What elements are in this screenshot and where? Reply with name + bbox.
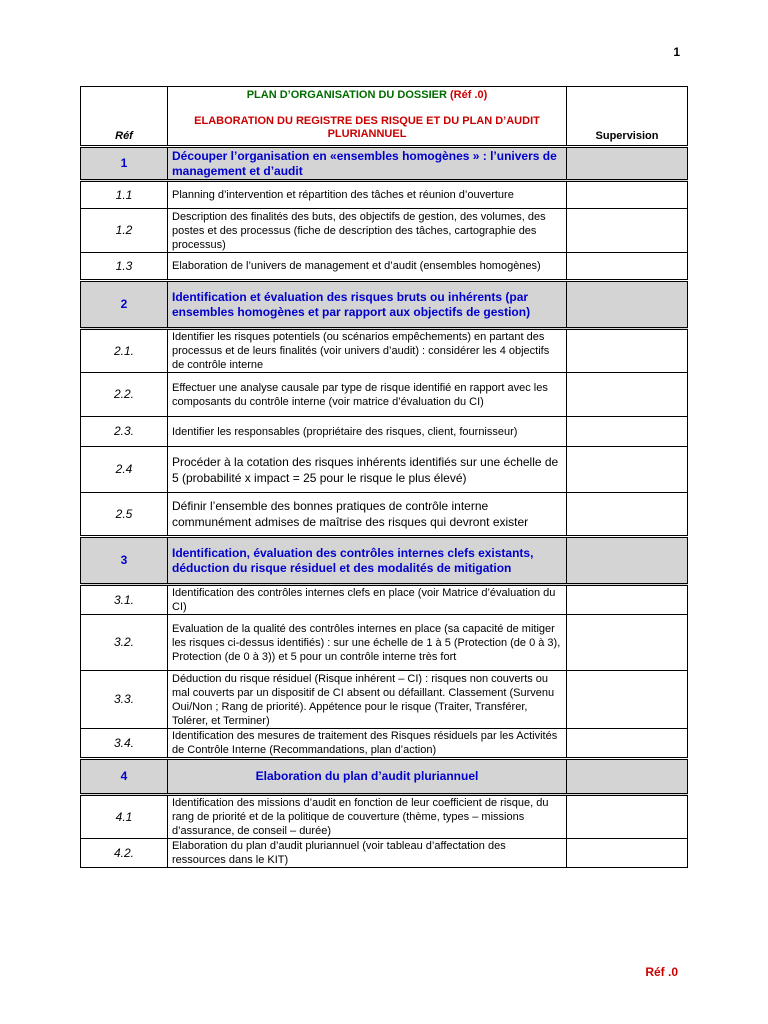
table-header-row xyxy=(81,87,688,147)
table-row xyxy=(81,615,688,671)
supervision-cell xyxy=(567,417,688,447)
plan-title: PLAN D’ORGANISATION DU DOSSIER xyxy=(246,89,447,101)
item-ref: 2.4 xyxy=(81,447,168,493)
ref-column-header: Réf xyxy=(81,87,168,147)
item-ref: 1.3 xyxy=(81,253,168,281)
supervision-cell xyxy=(567,447,688,493)
supervision-cell xyxy=(567,537,688,585)
table-row xyxy=(81,795,688,839)
item-ref: 2.3. xyxy=(81,417,168,447)
supervision-cell xyxy=(567,281,688,329)
supervision-cell xyxy=(567,839,688,868)
item-description: Déduction du risque résiduel (Risque inhérent – CI) : risques non couverts ou mal couverts par un dispositif de CI absent ou défaillant. Classement (Survenu Oui/Non ; Rang de priorité). Appétence pour le risque (Traiter, Transférer, Tolérer, et Terminer) xyxy=(168,671,567,729)
supervision-cell xyxy=(567,795,688,839)
table-row xyxy=(81,585,688,615)
footer-reference: Réf .0 xyxy=(645,965,678,979)
supervision-cell xyxy=(567,147,688,181)
item-description: Identification des missions d’audit en fonction de leur coefficient de risque, du rang de priorité et de la politique de couverture (thème, types – missions d’assurance, de conseil – durée) xyxy=(168,795,567,839)
section-title: Elaboration du plan d’audit pluriannuel xyxy=(168,759,567,795)
section-ref: 4 xyxy=(81,759,168,795)
supervision-cell xyxy=(567,329,688,373)
table-row xyxy=(81,181,688,209)
supervision-cell xyxy=(567,493,688,537)
item-ref: 2.5 xyxy=(81,493,168,537)
table-row xyxy=(81,671,688,729)
supervision-cell xyxy=(567,373,688,417)
table-row xyxy=(81,493,688,537)
section-title: Identification, évaluation des contrôles internes clefs existants, déduction du risque résiduel et des modalités de mitigation xyxy=(168,537,567,585)
item-ref: 4.2. xyxy=(81,839,168,868)
supervision-cell xyxy=(567,209,688,253)
table-title-cell xyxy=(168,87,567,147)
table-row xyxy=(81,329,688,373)
page-number: 1 xyxy=(673,45,680,59)
item-description: Identifier les responsables (propriétaire des risques, client, fournisseur) xyxy=(168,417,567,447)
item-description: Identification des mesures de traitement des Risques résiduels par les Activités de Contrôle Interne (Recommandations, plan d’action) xyxy=(168,729,567,759)
item-description: Définir l’ensemble des bonnes pratiques de contrôle interne communément admises de maîtrise des risques qui devront exister xyxy=(168,493,567,537)
section-row xyxy=(81,281,688,329)
supervision-cell xyxy=(567,759,688,795)
item-description: Effectuer une analyse causale par type de risque identifié en rapport avec les composants du contrôle interne (voir matrice d’évaluation du CI) xyxy=(168,373,567,417)
section-row xyxy=(81,537,688,585)
table-row xyxy=(81,253,688,281)
item-description: Description des finalités des buts, des objectifs de gestion, des volumes, des postes et des processus (fiche de description des tâches, cartographie des processus) xyxy=(168,209,567,253)
supervision-column-header: Supervision xyxy=(567,87,688,147)
section-ref: 1 xyxy=(81,147,168,181)
item-ref: 1.1 xyxy=(81,181,168,209)
section-ref: 2 xyxy=(81,281,168,329)
section-row xyxy=(81,147,688,181)
table-row xyxy=(81,839,688,868)
supervision-cell xyxy=(567,729,688,759)
item-ref: 1.2 xyxy=(81,209,168,253)
section-title: Découper l’organisation en «ensembles homogènes » : l’univers de management et d’audit xyxy=(168,147,567,181)
table-row xyxy=(81,417,688,447)
item-ref: 3.1. xyxy=(81,585,168,615)
section-row xyxy=(81,759,688,795)
organization-plan-table xyxy=(80,86,688,868)
supervision-cell xyxy=(567,181,688,209)
item-description: Planning d’intervention et répartition des tâches et réunion d’ouverture xyxy=(168,181,567,209)
item-ref: 3.3. xyxy=(81,671,168,729)
item-ref: 2.2. xyxy=(81,373,168,417)
item-description: Elaboration de l’univers de management et d’audit (ensembles homogènes) xyxy=(168,253,567,281)
table-row xyxy=(81,729,688,759)
supervision-cell xyxy=(567,253,688,281)
item-description: Identifier les risques potentiels (ou scénarios empêchements) en partant des processus et de leurs finalités (voir univers d’audit) : considérer les 4 objectifs de contrôle interne xyxy=(168,329,567,373)
section-title: Identification et évaluation des risques bruts ou inhérents (par ensembles homogènes et par rapport aux objectifs de gestion) xyxy=(168,281,567,329)
supervision-cell xyxy=(567,615,688,671)
item-ref: 3.4. xyxy=(81,729,168,759)
table-row xyxy=(81,209,688,253)
section-ref: 3 xyxy=(81,537,168,585)
item-ref: 4.1 xyxy=(81,795,168,839)
item-ref: 2.1. xyxy=(81,329,168,373)
plan-title-ref: (Réf .0) xyxy=(450,89,488,101)
item-description: Evaluation de la qualité des contrôles internes en place (sa capacité de mitiger les risques ci-dessus identifiés) : sur une échelle de 1 à 5 (Protection (de 0 à 3), Protection (de 0 à 3)) et 5 pour un contrôle interne très fort xyxy=(168,615,567,671)
item-description: Elaboration du plan d’audit pluriannuel (voir tableau d’affectation des ressources dans le KIT) xyxy=(168,839,567,868)
item-description: Procéder à la cotation des risques inhérents identifiés sur une échelle de 5 (probabilité x impact = 25 pour le risque le plus élevé) xyxy=(168,447,567,493)
table-row xyxy=(81,447,688,493)
item-ref: 3.2. xyxy=(81,615,168,671)
table-row xyxy=(81,373,688,417)
plan-subtitle: ELABORATION DU REGISTRE DES RISQUE ET DU PLAN D’AUDIT PLURIANNUEL xyxy=(194,115,540,140)
item-description: Identification des contrôles internes clefs en place (voir Matrice d’évaluation du CI) xyxy=(168,585,567,615)
supervision-cell xyxy=(567,585,688,615)
supervision-cell xyxy=(567,671,688,729)
